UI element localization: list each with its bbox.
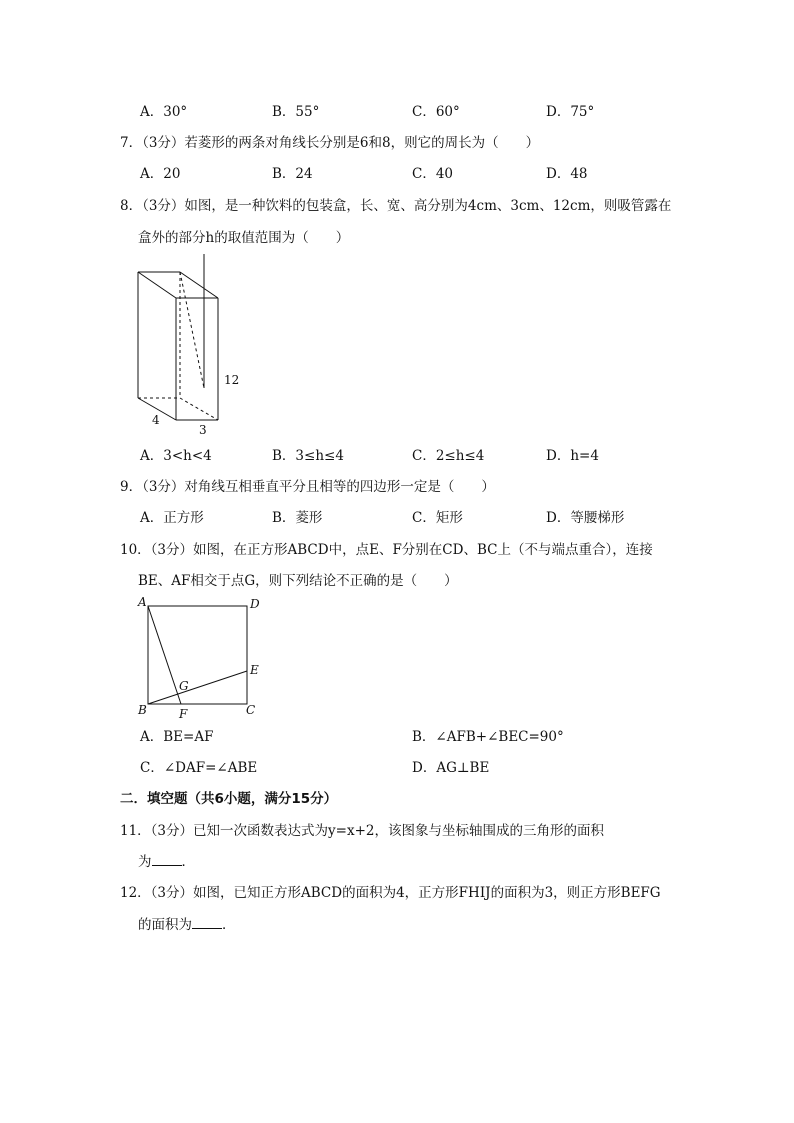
straw-hidden: [180, 272, 204, 388]
q10-option-b: B．∠AFB+∠BEC=90°: [412, 729, 564, 745]
label-length: 4: [152, 413, 160, 427]
q6-option-c: C．60°: [412, 104, 460, 120]
label-c: C: [246, 703, 256, 717]
q6-option-d: D．75°: [546, 104, 595, 120]
label-width: 3: [199, 423, 207, 437]
q8-option-d: D．h=4: [546, 448, 599, 464]
q7-option-a: A．20: [140, 166, 181, 182]
q7-option-c: C．40: [412, 166, 454, 182]
q10-option-a: A．BE=AF: [140, 729, 214, 745]
box-edge: [180, 272, 218, 298]
q6-option-a: A．30°: [140, 104, 188, 120]
q10-question-line1: 10．（3分）如图，在正方形ABCD中，点E、F分别在CD、BC上（不与端点重合），连接: [120, 542, 653, 558]
q10-square-figure: [134, 594, 274, 722]
segment-af: [148, 606, 181, 704]
label-d: D: [250, 597, 260, 611]
label-f: F: [179, 707, 188, 721]
box-hidden-edge: [180, 398, 218, 420]
q11-question-line2: [138, 853, 195, 871]
q9-option-a: A．正方形: [140, 510, 204, 526]
label-b: B: [138, 703, 147, 717]
q9-question: 9．（3分）对角线互相垂直平分且相等的四边形一定是（ ）: [120, 479, 495, 495]
q10-option-c: C．∠DAF=∠ABE: [140, 760, 258, 776]
q12-question-line1: 12．（3分）如图，已知正方形ABCD的面积为4，正方形FHIJ的面积为3，则正方形BEFG: [120, 885, 661, 901]
q11-answer-blank[interactable]: [152, 853, 182, 866]
q9-option-d: D．等腰梯形: [546, 510, 625, 526]
square-abcd: [148, 606, 247, 704]
label-a: A: [138, 595, 147, 609]
q11-prefix: 为: [138, 854, 152, 870]
q8-option-a: A．3<h<4: [140, 448, 212, 464]
q7-option-b: B．24: [272, 166, 313, 182]
segment-be: [148, 671, 247, 704]
q9-option-b: B．菱形: [272, 510, 323, 526]
q8-box-figure: [130, 252, 250, 438]
box-edge: [138, 272, 176, 298]
q7-option-d: D．48: [546, 166, 588, 182]
q10-question-line2: BE、AF相交于点G，则下列结论不正确的是（ ）: [138, 573, 458, 589]
section-title: 二．填空题（共6小题，满分15分）: [120, 791, 338, 807]
q9-option-c: C．矩形: [412, 510, 463, 526]
q11-suffix: ．: [181, 854, 195, 870]
q12-answer-blank[interactable]: [192, 916, 222, 929]
q6-option-b: B．55°: [272, 104, 320, 120]
q12-question-line2: [138, 916, 236, 934]
q10-option-d: D．AG⊥BE: [412, 760, 490, 776]
q8-option-c: C．2≤h≤4: [412, 448, 485, 464]
q12-prefix: 的面积为: [138, 917, 192, 933]
q8-question-line1: 8．（3分）如图，是一种饮料的包装盒，长、宽、高分别为4cm、3cm、12cm，则吸管露在: [120, 198, 672, 214]
q11-question-line1: 11．（3分）已知一次函数表达式为y=x+2，该图象与坐标轴围成的三角形的面积: [120, 823, 604, 839]
q8-question-line2: 盒外的部分h的取值范围为（ ）: [138, 230, 350, 246]
label-e: E: [250, 663, 259, 677]
q12-suffix: ．: [222, 917, 236, 933]
label-height: 12: [224, 373, 240, 387]
label-g: G: [179, 679, 189, 693]
q8-option-b: B．3≤h≤4: [272, 448, 344, 464]
q7-question: 7．（3分）若菱形的两条对角线长分别是6和8，则它的周长为（ ）: [120, 135, 540, 151]
